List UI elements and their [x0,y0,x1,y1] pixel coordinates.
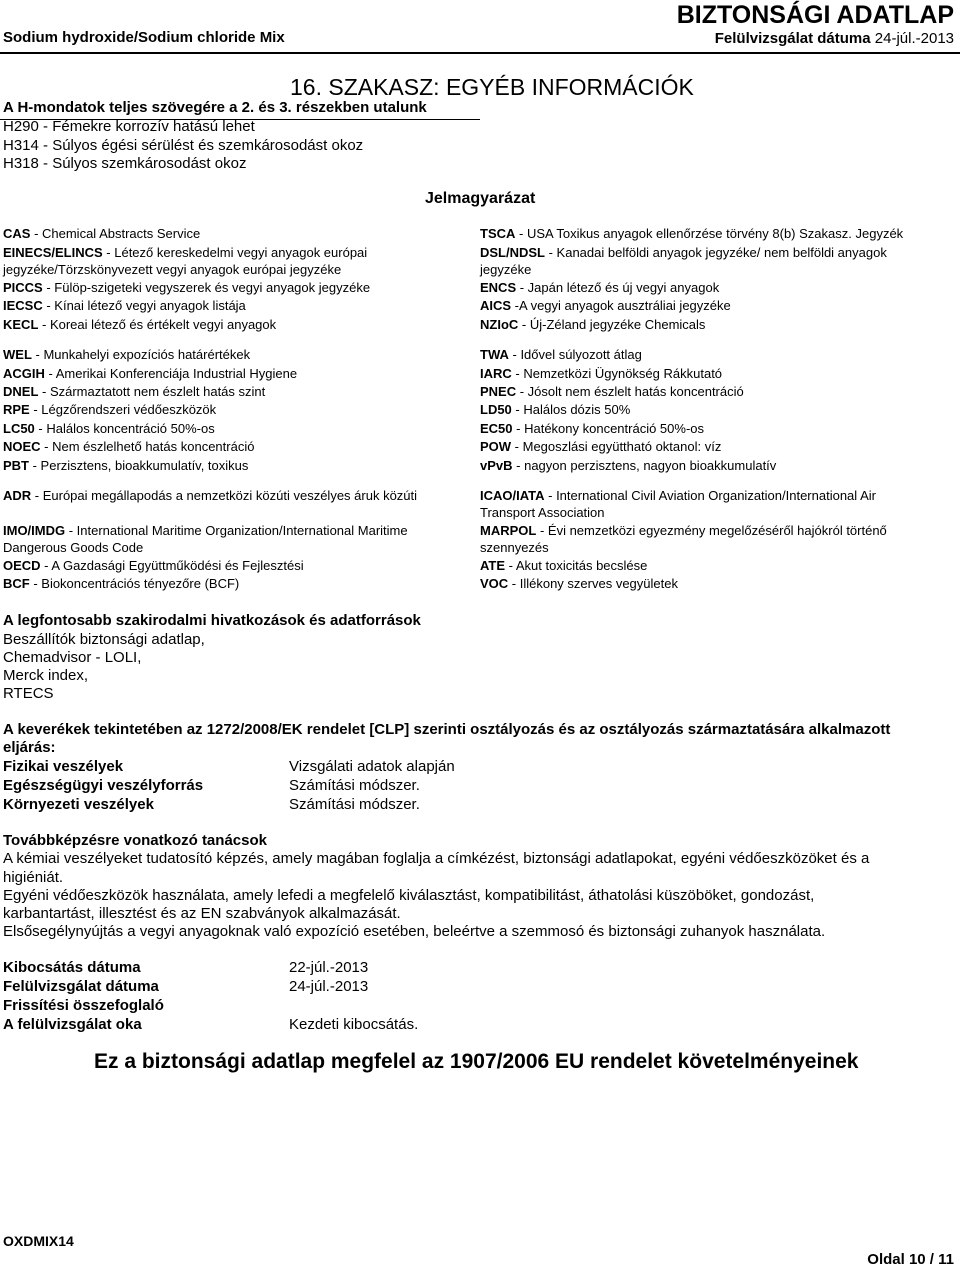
h-statement: H290 - Fémekre korrozív hatású lehet [3,118,255,135]
issue-date-value: 22-júl.-2013 [289,959,369,976]
review-date-value: 24-júl.-2013 [289,978,369,995]
classification-key: Egészségügyi veszélyforrás [3,777,204,794]
legend-item: CAS - Chemical Abstracts Service [3,226,201,241]
legend-item: AICS -A vegyi anyagok ausztráliai jegyzéke [480,298,731,313]
classification-title: A keverékek tekintetében az 1272/2008/EK rendelet [CLP] szerinti osztályozás és az osztályozás származtatására alkalmazott [3,721,891,738]
product-name: Sodium hydroxide/Sodium chloride Mix [3,29,285,46]
legend-item: szennyezés [480,540,549,555]
legend-item: LC50 - Halálos koncentráció 50%-os [3,421,215,436]
reference-line: Merck index, [3,667,89,684]
h-statement: H314 - Súlyos égési sérülést és szemkárosodást okoz [3,137,364,154]
legend-title: Jelmagyarázat [425,190,536,207]
update-summary-label: Frissítési összefoglaló [3,997,164,1014]
training-title: Továbbképzésre vonatkozó tanácsok [3,832,267,849]
reference-line: Beszállítók biztonsági adatlap, [3,631,205,648]
legend-item: vPvB - nagyon perzisztens, nagyon bioakkumulatív [480,458,777,473]
legend-item: PNEC - Jósolt nem észlelt hatás koncentráció [480,384,744,399]
legend-item: LD50 - Halálos dózis 50% [480,402,631,417]
classification-key: Környezeti veszélyek [3,796,154,813]
reference-line: RTECS [3,685,54,702]
product-code: OXDMIX14 [3,1233,74,1249]
legend-item: ATE - Akut toxicitás becslése [480,558,648,573]
classification-value: Számítási módszer. [289,777,420,794]
review-reason-label: A felülvizsgálat oka [3,1016,142,1033]
classification-title-cont: eljárás: [3,739,56,756]
issue-date-label: Kibocsátás dátuma [3,959,141,976]
review-date-label: Felülvizsgálat dátuma [3,978,159,995]
legend-item: PBT - Perzisztens, bioakkumulatív, toxikus [3,458,249,473]
legend-item: jegyzéke/Törzskönyvezett vegyi anyagok európai jegyzéke [3,262,342,277]
section-title: 16. SZAKASZ: EGYÉB INFORMÁCIÓK [290,74,694,100]
legend-item: IMO/IMDG - International Maritime Organization/International Maritime [3,523,408,538]
legend-item: VOC - Illékony szerves vegyületek [480,576,678,591]
legend-item: jegyzéke [480,262,532,277]
legend-item: WEL - Munkahelyi expozíciós határértékek [3,347,251,362]
classification-key: Fizikai veszélyek [3,758,124,775]
legend-item: PICCS - Fülöp-szigeteki vegyszerek és vegyi anyagok jegyzéke [3,280,371,295]
legend-item: EINECS/ELINCS - Létező kereskedelmi vegyi anyagok európai [3,245,368,260]
training-line: A kémiai veszélyeket tudatosító képzés, amely magában foglalja a címkézést, biztonsági adatlapokat, egyéni védőeszközöket és a [3,850,870,867]
legend-item: ACGIH - Amerikai Konferenciája Industrial Hygiene [3,366,298,381]
classification-value: Számítási módszer. [289,796,420,813]
h-statements-intro: A H-mondatok teljes szövegére a 2. és 3. részekben utalunk [3,99,427,116]
legend-item: MARPOL - Évi nemzetközi egyezmény megelőzéséről hajókról történő [480,523,887,538]
legend-item: ENCS - Japán létező és új vegyi anyagok [480,280,720,295]
review-label: Felülvizsgálat dátuma [714,30,871,47]
page-number: Oldal 10 / 11 [867,1251,954,1268]
legend-item: EC50 - Hatékony koncentráció 50%-os [480,421,705,436]
legend-item: Transport Association [480,505,605,520]
legend-item: RPE - Légzőrendszeri védőeszközök [3,402,217,417]
legend-item: TSCA - USA Toxikus anyagok ellenőrzése törvény 8(b) Szakasz. Jegyzék [480,226,904,241]
compliance-statement: Ez a biztonsági adatlap megfelel az 1907/2006 EU rendelet követelményeinek [94,1050,859,1073]
legend-item: NZIoC - Új-Zéland jegyzéke Chemicals [480,317,706,332]
legend-item: IECSC - Kínai létező vegyi anyagok listája [3,298,246,313]
legend-item: POW - Megoszlási együttható oktanol: víz [480,439,722,454]
legend-item: IARC - Nemzetközi Ügynökség Rákkutató [480,366,723,381]
training-line: Elsősegélynyújtás a vegyi anyagoknak való expozíció esetében, beleértve a szemmosó és biztonsági zuhanyok használata. [3,923,826,940]
training-line: higiéniát. [3,869,64,886]
legend-item: BCF - Biokoncentrációs tényezőre (BCF) [3,576,240,591]
legend-item: NOEC - Nem észlelhető hatás koncentráció [3,439,255,454]
reference-line: Chemadvisor - LOLI, [3,649,142,666]
legend-item: KECL - Koreai létező és értékelt vegyi anyagok [3,317,277,332]
legend-item: Dangerous Goods Code [3,540,144,555]
references-title: A legfontosabb szakirodalmi hivatkozások és adatforrások [3,612,421,629]
training-line: Egyéni védőeszközök használata, amely lefedi a megfelelő kiválasztást, kompatibilitást, áthatolási küszöböket, gondozást, [3,887,815,904]
legend-item: DSL/NDSL - Kanadai belföldi anyagok jegyzéke/ nem belföldi anyagok [480,245,887,260]
header-rule [0,52,960,54]
review-reason-value: Kezdeti kibocsátás. [289,1016,419,1033]
document-title: BIZTONSÁGI ADATLAP [676,1,954,29]
legend-item: DNEL - Származtatott nem észlelt hatás szint [3,384,266,399]
training-line: karbantartást, illesztést és az EN szabványok alkalmazását. [3,905,401,922]
review-date-header [715,30,954,47]
legend-item: TWA - Idővel súlyozott átlag [480,347,642,362]
legend-item: ADR - Európai megállapodás a nemzetközi közúti veszélyes áruk közúti [3,488,418,503]
review-date: 24-júl.-2013 [874,30,954,47]
legend-item: ICAO/IATA - International Civil Aviation Organization/International Air [480,488,876,503]
h-statement: H318 - Súlyos szemkárosodást okoz [3,155,247,172]
legend-item: OECD - A Gazdasági Együttműködési és Fejlesztési [3,558,304,573]
classification-value: Vizsgálati adatok alapján [289,758,455,775]
